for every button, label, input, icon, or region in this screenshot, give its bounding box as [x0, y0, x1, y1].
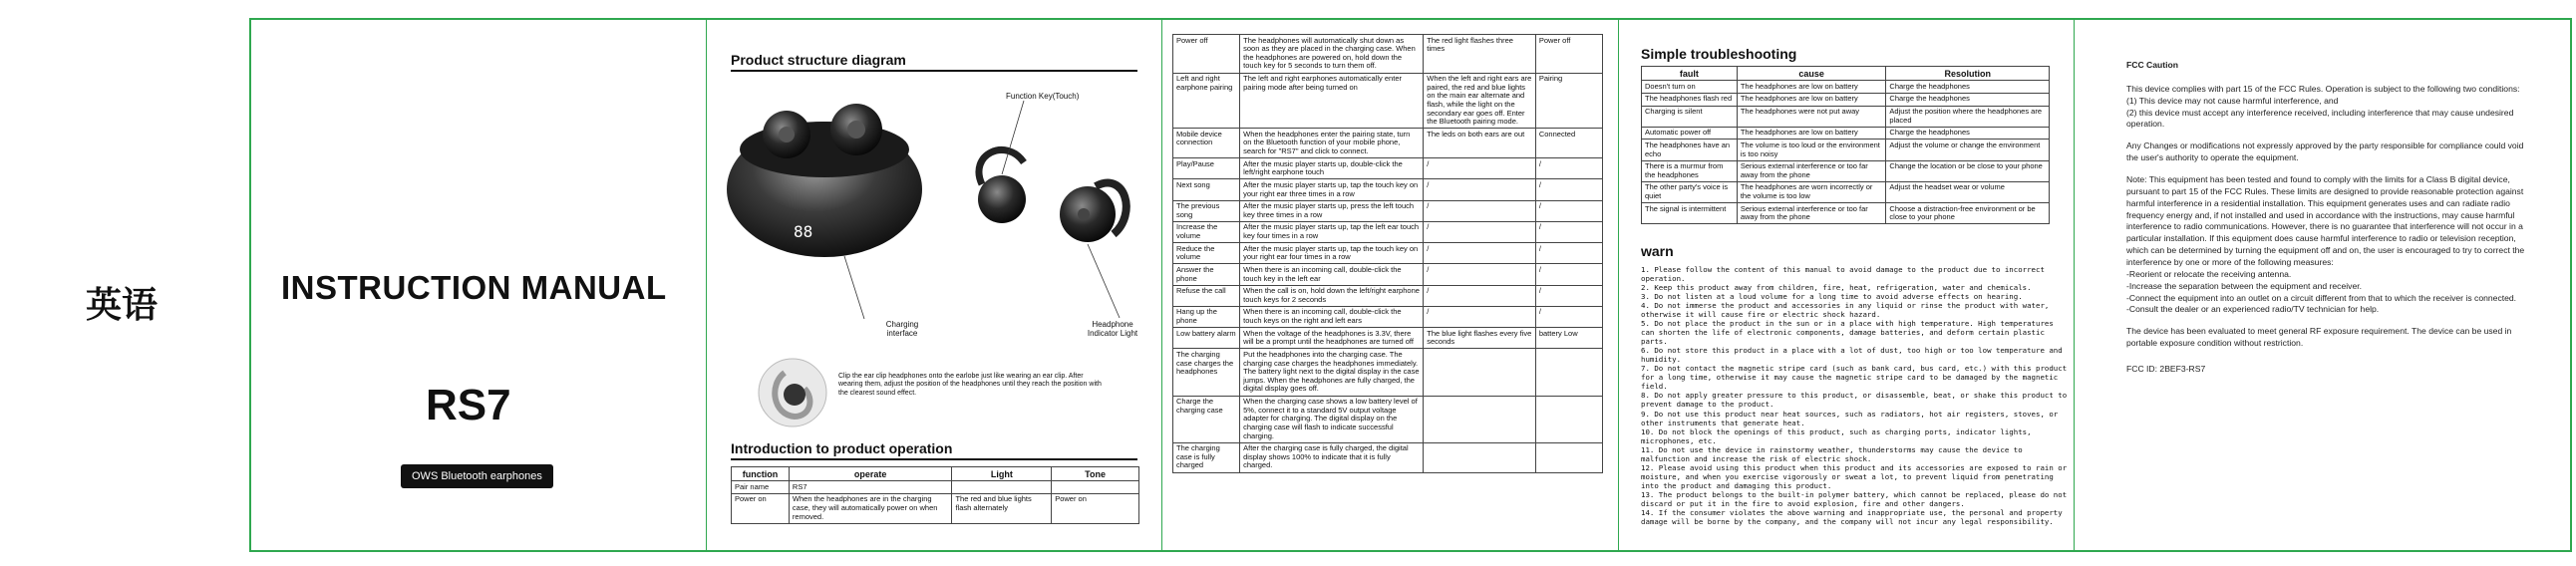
tone-cell: Pairing — [1535, 73, 1602, 129]
cause-cell: Serious external interference or too far away from the phone — [1737, 160, 1886, 181]
fault-cell: Automatic power off — [1642, 127, 1738, 140]
cover-title: INSTRUCTION MANUAL — [281, 269, 667, 306]
col-cause: cause — [1737, 67, 1886, 81]
operation-panel — [1162, 20, 1617, 550]
table-row — [1642, 81, 2050, 94]
table-row — [1173, 179, 1603, 200]
table-row — [732, 481, 1139, 494]
light-cell: / — [1424, 285, 1536, 306]
cause-cell: The headphones are low on battery — [1737, 81, 1886, 94]
table-row — [1173, 328, 1603, 349]
col-operate: operate — [789, 467, 952, 481]
function-cell: Charge the charging case — [1173, 396, 1240, 442]
operate-cell: After the charging case is fully charged, the digital display shows 100% to indicate that it is fully charged. — [1240, 442, 1424, 472]
operate-cell: RS7 — [789, 481, 952, 494]
light-cell: / — [1424, 264, 1536, 285]
operate-cell: After the music player starts up, double-click the left/right earphone touch — [1240, 158, 1424, 179]
table-row — [1173, 73, 1603, 129]
manual-sheet — [249, 18, 2572, 552]
table-row — [732, 493, 1139, 523]
warning-list — [1641, 265, 2070, 526]
function-cell: Increase the volume — [1173, 221, 1240, 242]
col-light: Light — [952, 467, 1052, 481]
tone-cell: Power off — [1535, 35, 1602, 74]
operate-cell: After the music player starts up, tap the left ear touch key four times in a row — [1240, 221, 1424, 242]
table-row — [1173, 158, 1603, 179]
cause-cell: The volume is too loud or the environment is too noisy — [1737, 140, 1886, 160]
light-cell: / — [1424, 179, 1536, 200]
language-label: 英语 — [86, 285, 159, 326]
cause-cell: The headphones are low on battery — [1737, 127, 1886, 140]
cause-cell: The headphones were not put away — [1737, 106, 1886, 127]
table-row — [1173, 285, 1603, 306]
tone-cell — [1535, 442, 1602, 472]
function-cell: Low battery alarm — [1173, 328, 1240, 349]
label-charging-interface: Charging interface — [885, 320, 919, 338]
fault-cell: There is a murmur from the headphones — [1642, 160, 1738, 181]
table-row — [1642, 140, 2050, 160]
troubleshooting-panel — [1619, 20, 2074, 550]
warning-item: 2. Keep this product away from children, fire, heat, refrigeration, water and chemicals. — [1641, 283, 2032, 293]
tone-cell: Power on — [1052, 493, 1139, 523]
table-row — [1642, 181, 2050, 202]
label-function-key: Function Key(Touch) — [1006, 92, 1080, 101]
resolution-cell: Charge the headphones — [1886, 93, 2050, 106]
function-cell: Play/Pause — [1173, 158, 1240, 179]
tone-cell: / — [1535, 243, 1602, 264]
resolution-cell: Change the location or be close to your phone — [1886, 160, 2050, 181]
table-row — [1173, 442, 1603, 472]
wear-note: Clip the ear clip headphones onto the earlobe just like wearing an ear clip. After wearing them, adjust the position of the headphones until they reach the position with the clearest sound effect. — [838, 373, 1102, 397]
tone-cell: battery Low — [1535, 328, 1602, 349]
resolution-cell: Adjust the volume or change the environment — [1886, 140, 2050, 160]
heading-rule — [731, 70, 1137, 72]
operate-cell: After the music player starts up, press the left touch key three times in a row — [1240, 200, 1424, 221]
operate-cell: When the headphones enter the pairing state, turn on the Bluetooth function of your mobile phone, search for "RS7" and click to connect. — [1240, 129, 1424, 158]
operation-table — [731, 466, 1139, 524]
light-cell: When the left and right ears are paired, the red and blue lights on the main ear alternate and flash, while the light on the secondary ear goes off. Enter the Bluetooth pairing mode. — [1424, 73, 1536, 129]
fcc-text — [2126, 60, 2525, 386]
cover-badge: OWS Bluetooth earphones — [401, 464, 553, 488]
operate-cell: The headphones will automatically shut down as soon as they are placed in the charging case. When the headphones are powered on, hold down the touch key for 5 seconds to turn them off. — [1240, 35, 1424, 74]
light-cell — [952, 481, 1052, 494]
tone-cell: / — [1535, 285, 1602, 306]
fault-cell: The signal is intermittent — [1642, 203, 1738, 224]
fault-cell: Doesn't turn on — [1642, 81, 1738, 94]
col-tone: Tone — [1052, 467, 1139, 481]
col-function: function — [732, 467, 790, 481]
warning-item: 14. If the consumer violates the above warning and inappropriate use, the personal and property damage will be borne by the company, and the company will not incur any legal responsibility. — [1641, 507, 2063, 526]
resolution-cell: Charge the headphones — [1886, 127, 2050, 140]
tone-cell: / — [1535, 221, 1602, 242]
warning-item: 11. Do not use the device in rainstormy weather, thunderstorms may cause the device to malfunction and increase the risk of electric shock. — [1641, 444, 2023, 463]
operate-cell: Put the headphones into the charging case. The charging case charges the headphones immediately. The battery light next to the digital display in the case jumps. When the headphones are fully charged, the digital display goes off. — [1240, 349, 1424, 396]
table-row — [1173, 396, 1603, 442]
function-cell: Answer the phone — [1173, 264, 1240, 285]
light-cell — [1424, 396, 1536, 442]
function-cell: Hang up the phone — [1173, 306, 1240, 327]
fcc-heading: FCC Caution — [2126, 60, 2179, 70]
light-cell: The red and blue lights flash alternately — [952, 493, 1052, 523]
label-indicator-light: Headphone Indicator Light — [1087, 320, 1138, 338]
fcc-id: FCC ID: 2BEF3-RS7 — [2126, 364, 2206, 375]
operate-cell: When the voltage of the headphones is 3.3V, there will be a prompt until the headphones are turned off — [1240, 328, 1424, 349]
function-cell: The charging case is fully charged — [1173, 442, 1240, 472]
light-cell: / — [1424, 243, 1536, 264]
table-row — [1642, 203, 2050, 224]
table-row — [1173, 243, 1603, 264]
tone-cell: / — [1535, 200, 1602, 221]
ear-clip-icon — [755, 355, 830, 430]
resolution-cell: Adjust the headset wear or volume — [1886, 181, 2050, 202]
light-cell: / — [1424, 306, 1536, 327]
warning-item: 10. Do not block the openings of this product, such as charging ports, indicator lights, microphones, etc. — [1641, 426, 2032, 445]
table-row — [1173, 200, 1603, 221]
fcc-panel — [2075, 20, 2573, 550]
warning-item: 9. Do not use this product near heat sources, such as radiators, hot air registers, stoves, or other instruments that generate heat. — [1641, 409, 2059, 427]
table-row — [1642, 106, 2050, 127]
tone-cell: Connected — [1535, 129, 1602, 158]
function-cell: Refuse the call — [1173, 285, 1240, 306]
troubleshooting-table — [1641, 66, 2050, 224]
operate-cell: When the call is on, hold down the left/right earphone touch keys for 2 seconds — [1240, 285, 1424, 306]
fault-cell: The headphones flash red — [1642, 93, 1738, 106]
warning-item: 3. Do not listen at a loud volume for a long time to avoid adverse effects on hearing. — [1641, 292, 2023, 302]
heading-rule — [731, 458, 1137, 460]
structure-heading: Product structure diagram — [731, 52, 906, 68]
col-resolution: Resolution — [1886, 67, 2050, 81]
table-row — [1173, 264, 1603, 285]
table-row — [1173, 306, 1603, 327]
table-row — [1173, 349, 1603, 396]
troubleshooting-heading: Simple troubleshooting — [1641, 46, 1797, 62]
case-display: 88 — [794, 222, 813, 241]
fault-cell: The headphones have an echo — [1642, 140, 1738, 160]
function-cell: Mobile device connection — [1173, 129, 1240, 158]
tone-cell: / — [1535, 306, 1602, 327]
tone-cell — [1052, 481, 1139, 494]
resolution-cell: Choose a distraction-free environment or be close to your phone — [1886, 203, 2050, 224]
col-fault: fault — [1642, 67, 1738, 81]
tone-cell: / — [1535, 158, 1602, 179]
function-cell: Next song — [1173, 179, 1240, 200]
table-row — [1173, 35, 1603, 74]
warning-item: 8. Do not apply greater pressure to this product, or disassemble, beat, or shake this product to prevent damage to the product. — [1641, 391, 2068, 410]
tone-cell: / — [1535, 179, 1602, 200]
operate-cell: When the headphones are in the charging case, they will automatically power on when removed. — [789, 493, 952, 523]
structure-panel — [707, 20, 1161, 550]
warning-item: 7. Do not contact the magnetic stripe card (such as bank card, bus card, etc.) with this product for a long time, otherwise it may cause the magnetic stripe card to be damaged by the magnetic field. — [1641, 364, 2068, 392]
cause-cell: Serious external interference or too far away from the phone — [1737, 203, 1886, 224]
warning-item: 1. Please follow the content of this manual to avoid damage to the product due to incorrect operation. — [1641, 265, 2045, 284]
fcc-paragraph: The device has been evaluated to meet general RF exposure requirement. The device can be used in portable exposure condition without restriction. — [2126, 326, 2512, 349]
operate-cell: The left and right earphones automatically enter pairing mode after being turned on — [1240, 73, 1424, 129]
operate-cell: When the charging case shows a low battery level of 5%, connect it to a standard 5V output voltage adapter for charging. The digital display on the charging case will flash to indicate successful charging. — [1240, 396, 1424, 442]
function-cell: Power off — [1173, 35, 1240, 74]
warning-item: 12. Please avoid using this product when this product and its accessories are exposed to rain or moisture, and when you exercise vigorously or sweat a lot, to prevent liquid from penetrating into the product and damaging this product. — [1641, 462, 2068, 490]
table-row — [1173, 129, 1603, 158]
warning-item: 6. Do not store this product in a place with a lot of dust, too high or too low temperature and humidity. — [1641, 346, 2063, 365]
warn-heading: warn — [1641, 243, 1674, 259]
operate-cell: When there is an incoming call, double-click the touch key in the left ear — [1240, 264, 1424, 285]
fcc-paragraph: Any Changes or modifications not expressly approved by the party responsible for compliance could void the user's authority to operate the equipment. — [2126, 141, 2524, 163]
function-cell: Power on — [732, 493, 790, 523]
fault-cell: The other party's voice is quiet — [1642, 181, 1738, 202]
function-cell: Pair name — [732, 481, 790, 494]
light-cell: The red light flashes three times — [1424, 35, 1536, 74]
cover-model: RS7 — [426, 381, 511, 429]
warning-item: 4. Do not immerse the product and accessories in any liquid or rinse the product with water, otherwise it will cause fire or electric shock hazard. — [1641, 301, 2050, 320]
fcc-paragraph: Note: This equipment has been tested and found to comply with the limits for a Class B digital device, pursuant to part 15 of the FCC Rules. These limits are designed to provide reasonable protection against harmful interference in a residential installation. This equipment generates uses and can radiate radio frequency energy and, if not installed and used in accordance with the instructions, may cause harmful interference to radio communications. However, there is no guarantee that interference will not occur in a particular installation. If this equipment does cause harmful interference to radio or television reception, which can be determined by turning the equipment off and on, the user is encouraged to try to correct the interference by one or more of the following measures: -Reorient or relocate the receiving antenna. -Increase the separation between the equipment and receiver. -Connect the equipment into an outlet on a circuit different from that to which the receiver is connected. -Consult the dealer or an experienced radio/TV technician for help. — [2126, 174, 2525, 315]
function-cell: Left and right earphone pairing — [1173, 73, 1240, 129]
warning-item: 13. The product belongs to the built-in polymer battery, which cannot be replaced, please do not discard or put it in the fire to avoid explosion, fire and other dangers. — [1641, 489, 2068, 508]
resolution-cell: Charge the headphones — [1886, 81, 2050, 94]
cause-cell: The headphones are worn incorrectly or the volume is too low — [1737, 181, 1886, 202]
operate-cell: After the music player starts up, tap the touch key on your right ear three times in a row — [1240, 179, 1424, 200]
operate-cell: After the music player starts up, tap the touch key on your right ear four times in a row — [1240, 243, 1424, 264]
light-cell: / — [1424, 221, 1536, 242]
table-row — [1642, 93, 2050, 106]
light-cell — [1424, 349, 1536, 396]
light-cell: / — [1424, 158, 1536, 179]
tone-cell — [1535, 396, 1602, 442]
operation-table-continued — [1172, 34, 1603, 473]
resolution-cell: Adjust the position where the headphones are placed — [1886, 106, 2050, 127]
light-cell: The blue light flashes every five seconds — [1424, 328, 1536, 349]
function-cell: Reduce the volume — [1173, 243, 1240, 264]
fault-cell: Charging is silent — [1642, 106, 1738, 127]
tone-cell: / — [1535, 264, 1602, 285]
table-row — [1173, 221, 1603, 242]
table-row — [1642, 160, 2050, 181]
cover-panel — [251, 20, 706, 550]
cause-cell: The headphones are low on battery — [1737, 93, 1886, 106]
function-cell: The charging case charges the headphones — [1173, 349, 1240, 396]
operation-heading: Introduction to product operation — [731, 440, 953, 456]
warning-item: 5. Do not place the product in the sun or in a place with high temperature. High temperatures can shorten the life of electronic components, damage batteries, and deform certain plastic parts. — [1641, 319, 2054, 347]
function-cell: The previous song — [1173, 200, 1240, 221]
fcc-paragraph: This device complies with part 15 of the FCC Rules. Operation is subject to the following two conditions: (1) This device may not cause harmful interference, and (2) this device must accept any interference received, including interference that may cause undesired operation. — [2126, 83, 2520, 130]
operate-cell: When there is an incoming call, double-click the touch keys on the right and left ears — [1240, 306, 1424, 327]
light-cell — [1424, 442, 1536, 472]
tone-cell — [1535, 349, 1602, 396]
table-row — [1642, 127, 2050, 140]
light-cell: The leds on both ears are out — [1424, 129, 1536, 158]
light-cell: / — [1424, 200, 1536, 221]
